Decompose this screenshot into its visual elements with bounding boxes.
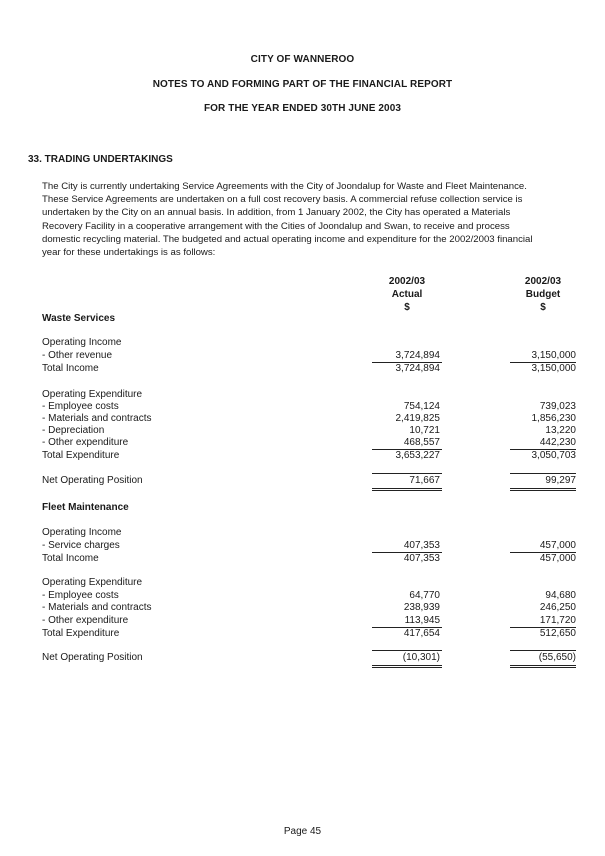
budget-value: 94,680 [545, 590, 576, 601]
actual-value: 2,419,825 [395, 413, 440, 424]
report-period: FOR THE YEAR ENDED 30TH JUNE 2003 [203, 103, 402, 114]
budget-value: 3,150,000 [531, 350, 576, 361]
operating-income-heading: Operating Income [42, 337, 122, 348]
paragraph-line: Recovery Facility in a cooperative arrangement with the Cities of Joondalup and Swan, to receive and process [42, 220, 510, 232]
actual-unit: $ [404, 302, 410, 313]
actual-value: 407,353 [403, 540, 440, 551]
section-title: 33. TRADING UNDERTAKINGS [28, 154, 173, 165]
actual-value: 10,721 [409, 425, 440, 436]
waste-heading-row [42, 313, 582, 326]
budget-value: (55,650) [538, 652, 576, 663]
row-label: Total Expenditure [42, 628, 120, 639]
actual-value: 64,770 [409, 590, 440, 601]
table-row [42, 615, 582, 628]
actual-value: 71,667 [409, 475, 440, 486]
budget-value: 99,297 [545, 475, 576, 486]
row-label: Total Income [42, 553, 99, 564]
actual-value: (10,301) [402, 652, 440, 663]
row-label: - Other expenditure [42, 437, 129, 448]
budget-value: 1,856,230 [531, 413, 576, 424]
budget-value: 512,650 [539, 628, 576, 639]
actual-value: 238,939 [403, 602, 440, 613]
double-underline [372, 488, 442, 489]
paragraph-line: undertaken by the City on an annual basis. In addition, from 1 January 2002, the City has operated a Materials [42, 207, 511, 219]
waste-heading: Waste Services [42, 313, 116, 324]
actual-value: 3,653,227 [395, 450, 440, 461]
paragraph-line: domestic recycling material. The budgeted and actual operating income and expenditure for the 2002/2003 financial [42, 233, 533, 245]
actual-value: 417,654 [403, 628, 440, 639]
paragraph-line: The City is currently undertaking Service Agreements with the City of Joondalup for Waste and Fleet Maintenance. [42, 181, 527, 192]
double-underline [372, 667, 442, 668]
table-row [42, 363, 582, 376]
double-underline [510, 667, 576, 668]
double-underline [372, 490, 442, 491]
actual-column-header [372, 275, 442, 314]
table-row [42, 450, 582, 463]
intro-paragraph [42, 180, 562, 259]
fleet-income-heading-row [42, 527, 582, 540]
budget-value: 442,230 [539, 437, 576, 448]
underline [510, 473, 576, 474]
row-label: - Other expenditure [42, 615, 129, 626]
actual-year: 2002/03 [388, 276, 426, 287]
row-label: Net Operating Position [42, 652, 143, 663]
table-row [42, 437, 582, 450]
row-label: Total Income [42, 363, 99, 374]
row-label: - Service charges [42, 540, 120, 551]
table-row [42, 602, 582, 615]
row-label: Net Operating Position [42, 475, 143, 486]
row-label: Total Expenditure [42, 450, 120, 461]
fleet-heading-row [42, 502, 582, 515]
operating-income-heading: Operating Income [42, 527, 122, 538]
table-row [42, 350, 582, 363]
actual-value: 113,945 [404, 615, 440, 626]
operating-expenditure-heading: Operating Expenditure [42, 389, 143, 400]
row-label: - Employee costs [42, 590, 119, 601]
underline [372, 650, 442, 651]
budget-value: 739,023 [539, 401, 576, 412]
budget-label: Budget [525, 289, 561, 300]
budget-value: 3,150,000 [531, 363, 576, 374]
report-subtitle: NOTES TO AND FORMING PART OF THE FINANCIAL REPORT [152, 79, 453, 90]
row-label: - Other revenue [42, 350, 113, 361]
budget-column-header [508, 275, 578, 314]
budget-year: 2002/03 [524, 276, 562, 287]
double-underline [510, 488, 576, 489]
underline [372, 473, 442, 474]
budget-unit: $ [540, 302, 546, 313]
budget-value: 246,250 [539, 602, 576, 613]
double-underline [510, 665, 576, 666]
table-row [42, 628, 582, 641]
waste-income-heading-row [42, 337, 582, 350]
row-label: - Materials and contracts [42, 413, 152, 424]
org-title: CITY OF WANNEROO [250, 54, 355, 65]
table-row [42, 553, 582, 566]
row-label: - Depreciation [42, 425, 105, 436]
actual-value: 3,724,894 [395, 350, 440, 361]
actual-value: 3,724,894 [395, 363, 440, 374]
underline [510, 650, 576, 651]
page-number: Page 45 [283, 826, 322, 837]
operating-expenditure-heading: Operating Expenditure [42, 577, 143, 588]
budget-value: 457,000 [539, 540, 576, 551]
budget-value: 457,000 [539, 553, 576, 564]
paragraph-line: year for these undertakings is as follows: [42, 247, 216, 259]
table-row [42, 652, 582, 665]
fleet-heading: Fleet Maintenance [42, 502, 129, 513]
actual-value: 754,124 [403, 401, 440, 412]
table-row [42, 540, 582, 553]
table-row [42, 475, 582, 488]
paragraph-line: These Service Agreements are undertaken on a full cost recovery basis. A commercial refuse collection service is [42, 194, 523, 206]
double-underline [372, 665, 442, 666]
budget-value: 3,050,703 [531, 450, 576, 461]
actual-value: 407,353 [403, 553, 440, 564]
fleet-expenditure-heading-row [42, 577, 582, 590]
row-label: - Materials and contracts [42, 602, 152, 613]
actual-value: 468,557 [403, 437, 440, 448]
budget-value: 171,720 [539, 615, 576, 626]
row-label: - Employee costs [42, 401, 119, 412]
budget-value: 13,220 [545, 425, 576, 436]
double-underline [510, 490, 576, 491]
actual-label: Actual [391, 289, 423, 300]
